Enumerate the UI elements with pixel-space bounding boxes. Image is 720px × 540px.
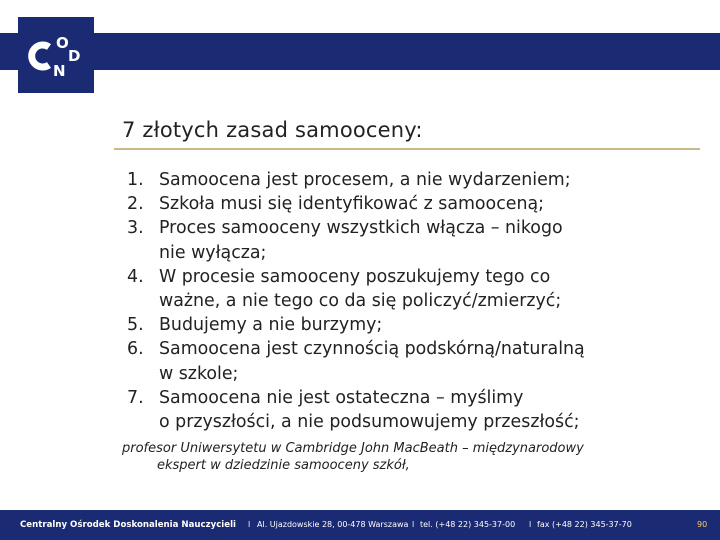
list-item <box>122 337 682 385</box>
list-item-text: ważne, a nie tego co da się policzyć/zmierzyć; <box>159 291 562 312</box>
list-item <box>122 265 682 313</box>
list-item-text: o przyszłości, a nie podsumowujemy przeszłość; <box>159 412 580 433</box>
footer-separator: l <box>248 520 251 529</box>
page-number: 90 <box>697 520 708 529</box>
codn-logo-icon <box>18 17 94 93</box>
list-item-text: Proces samooceny wszystkich włącza – nikogo <box>159 218 563 239</box>
list-item-number: 3. <box>127 218 144 239</box>
list-item-number: 2. <box>127 194 144 215</box>
list-item-number: 5. <box>127 315 144 336</box>
list-item <box>122 168 682 192</box>
list-item-text: Samoocena jest procesem, a nie wydarzeniem; <box>159 170 571 190</box>
header-band <box>0 33 720 70</box>
list-item <box>122 313 682 337</box>
list-item-text: Szkoła musi się identyfikować z samooceną; <box>159 194 544 215</box>
footer-phone: tel. (+48 22) 345-37-00 <box>420 520 516 529</box>
list-item <box>122 386 682 434</box>
attribution <box>122 440 662 474</box>
footer-fax: fax (+48 22) 345-37-70 <box>537 520 632 529</box>
attribution-line-2: ekspert w dziedzinie samooceny szkół, <box>157 458 410 473</box>
footer-address: Al. Ujazdowskie 28, 00-478 Warszawa <box>257 520 409 529</box>
logo-letter-n: N <box>53 62 66 80</box>
principles-list <box>122 168 682 434</box>
attribution-line-1: profesor Uniwersytetu w Cambridge John MacBeath – międzynarodowy <box>122 441 584 456</box>
list-item-number: 4. <box>127 266 144 287</box>
logo-c-shape <box>32 45 49 67</box>
footer-separator: l <box>529 520 532 529</box>
slide-title: 7 złotych zasad samooceny: <box>122 118 423 142</box>
list-item-text: nie wyłącza; <box>159 242 267 263</box>
list-item-text: Budujemy a nie burzymy; <box>159 315 383 336</box>
list-item <box>122 192 682 216</box>
list-item-number: 7. <box>127 387 144 408</box>
list-item <box>122 216 682 264</box>
title-divider <box>114 148 700 150</box>
footer-organization: Centralny Ośrodek Doskonalenia Nauczycieli <box>20 520 236 530</box>
list-item-text: Samoocena jest czynnością podskórną/naturalną <box>159 339 585 360</box>
list-item-number: 1. <box>127 170 144 190</box>
list-item-number: 6. <box>127 339 144 360</box>
footer-separator: l <box>412 520 415 529</box>
footer-bar <box>0 510 720 540</box>
logo-letter-o: O <box>56 34 69 52</box>
list-item-text: W procesie samooceny poszukujemy tego co <box>159 266 551 287</box>
list-item-text: w szkole; <box>159 363 239 384</box>
logo-letter-d: D <box>68 47 81 65</box>
logo <box>18 17 94 93</box>
list-item-text: Samoocena nie jest ostateczna – myślimy <box>159 387 524 408</box>
